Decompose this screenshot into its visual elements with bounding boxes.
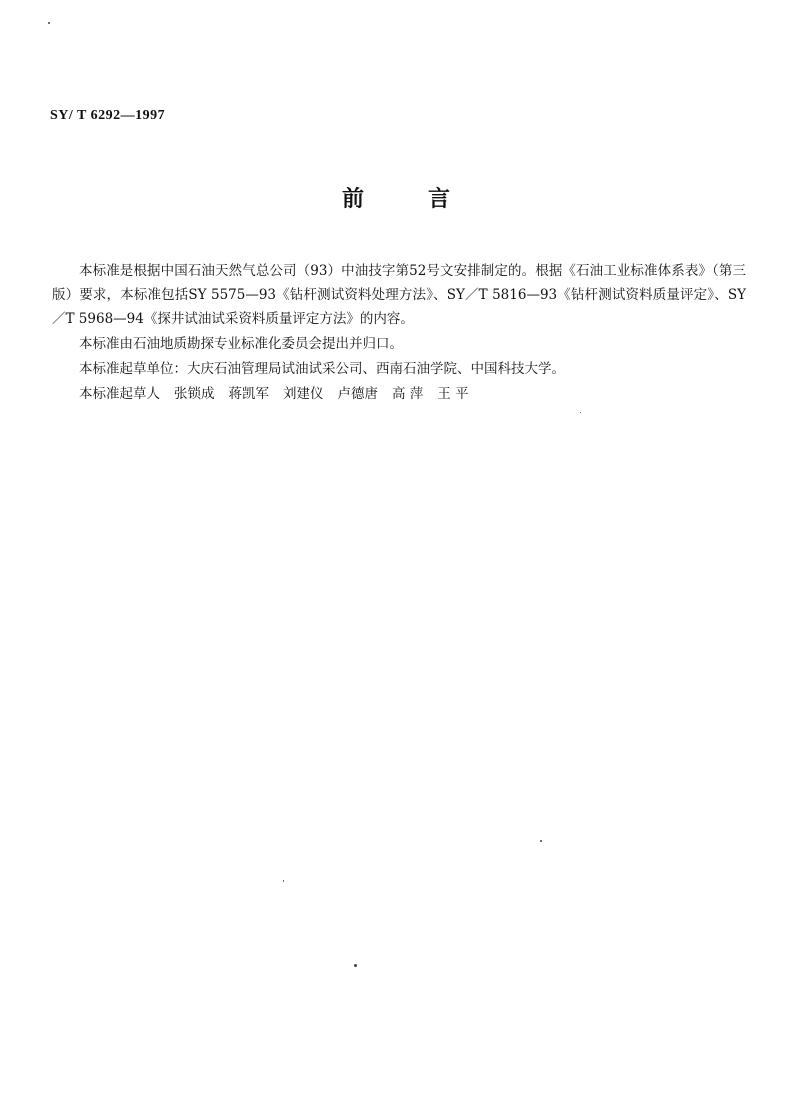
scan-speck — [540, 840, 542, 842]
drafter-name: 卢德唐 — [337, 386, 378, 402]
preface-heading-char-1: 前 — [341, 187, 364, 212]
preface-body — [52, 259, 746, 406]
drafter-name: 蒋凯军 — [228, 386, 269, 402]
scan-speck — [48, 22, 50, 24]
paragraph-drafters — [52, 382, 746, 406]
paragraph-drafting-units: 本标准起草单位：大庆石油管理局试油试采公司、西南石油学院、中国科技大学。 — [79, 361, 565, 377]
document-code: SY/ T 6292—1997 — [50, 108, 166, 123]
drafter-name: 高 萍 — [392, 386, 424, 402]
scan-speck — [283, 880, 284, 882]
preface-heading-char-2: 言 — [428, 187, 451, 212]
drafter-name: 王 平 — [437, 386, 469, 402]
preface-heading — [0, 182, 792, 213]
drafter-name: 张锁成 — [174, 386, 215, 402]
paragraph-proposer: 本标准由石油地质勘探专业标准化委员会提出并归口。 — [79, 336, 403, 352]
drafters-label: 本标准起草人 — [79, 386, 160, 402]
scan-speck — [354, 964, 357, 967]
drafter-name: 刘建仪 — [283, 386, 324, 402]
paragraph-basis: 本标准是根据中国石油天然气总公司（93）中油技字第52号文安排制定的。根据《石油工业标准体系表》（第三版）要求，本标准包括SY 5575—93《钻杆测试资料处理方法》、SY／T 5816—93《钻杆测试资料质量评定》、SY／T 5968—94《探井试油试采资料质量评定方法》的内容。 — [52, 263, 746, 327]
scan-speck — [580, 412, 581, 413]
